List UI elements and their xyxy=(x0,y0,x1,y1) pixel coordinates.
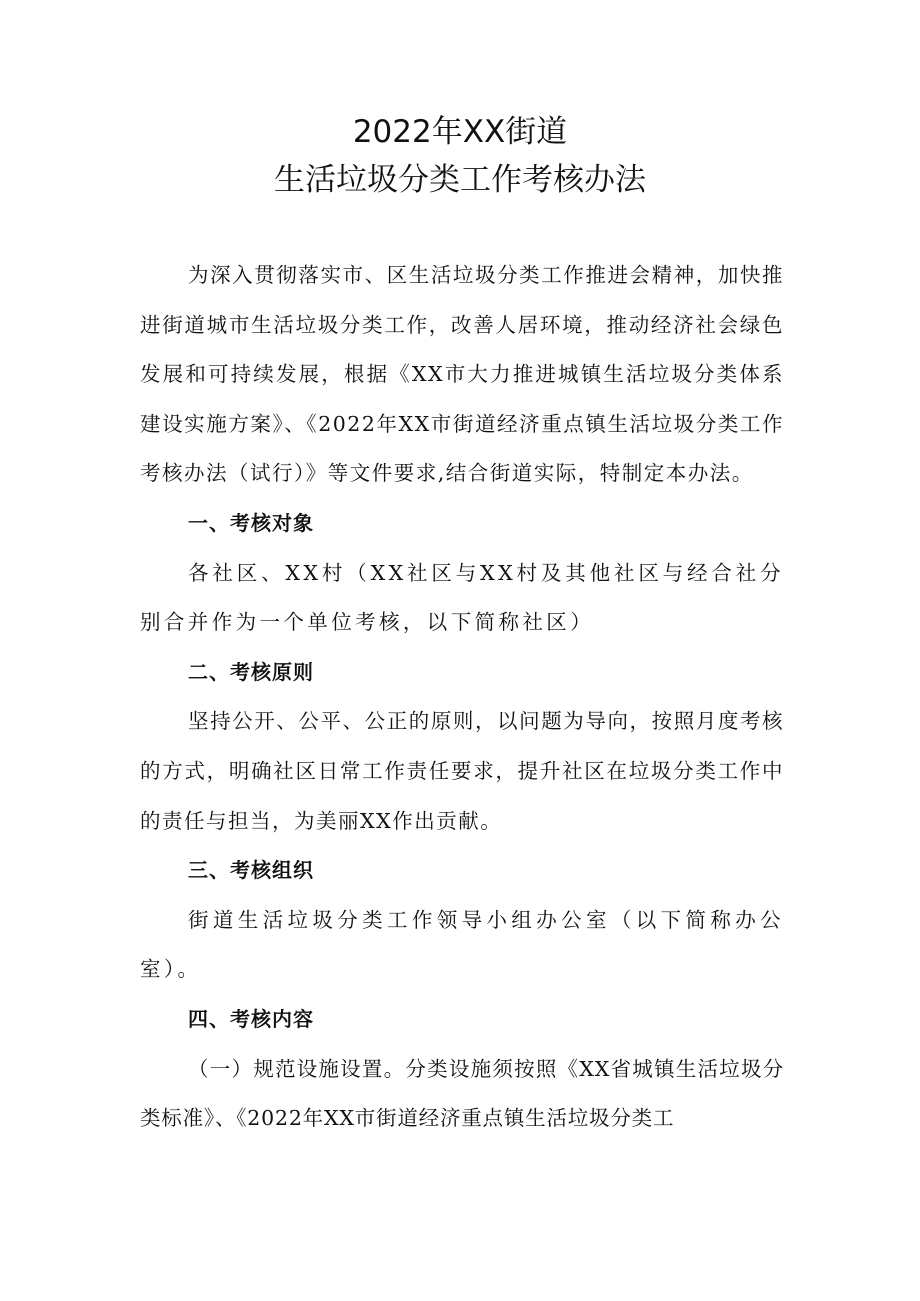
section-text-1: 各社区、XX村（XX社区与XX村及其他社区与经合社分别合并作为一个单位考核，以下简称社区） xyxy=(140,560,784,635)
section-heading-1: 一、考核对象 xyxy=(188,510,314,535)
document-title xyxy=(0,108,920,204)
section-heading-2: 二、考核原则 xyxy=(188,659,314,684)
section-heading-4: 四、考核内容 xyxy=(188,1006,314,1031)
section-text-2: 坚持公开、公平、公正的原则，以问题为导向，按照月度考核的方式，明确社区日常工作责任要求，提升社区在垃圾分类工作中的责任与担当，为美丽XX作出贡献。 xyxy=(140,709,784,833)
section-text-3: 街道生活垃圾分类工作领导小组办公室（以下简称办公室）。 xyxy=(140,907,784,982)
section-heading-3: 三、考核组织 xyxy=(188,858,314,883)
title-line-1: 2022年XX街道 xyxy=(352,114,568,150)
title-line-2: 生活垃圾分类工作考核办法 xyxy=(274,162,646,198)
intro-paragraph: 为深入贯彻落实市、区生活垃圾分类工作推进会精神，加快推进街道城市生活垃圾分类工作，改善人居环境，推动经济社会绿色发展和可持续发展，根据《XX市大力推进城镇生活垃圾分类体系建设实施方案》、《2022年XX市街道经济重点镇生活垃圾分类工作考核办法（试行）》等文件要求,结合街道实际，特制定本办法。 xyxy=(140,263,784,486)
document-body xyxy=(140,251,784,1144)
section-text-4: （一）规范设施设置。分类设施须按照《XX省城镇生活垃圾分类标准》、《2022年XX市街道经济重点镇生活垃圾分类工 xyxy=(140,1056,784,1131)
